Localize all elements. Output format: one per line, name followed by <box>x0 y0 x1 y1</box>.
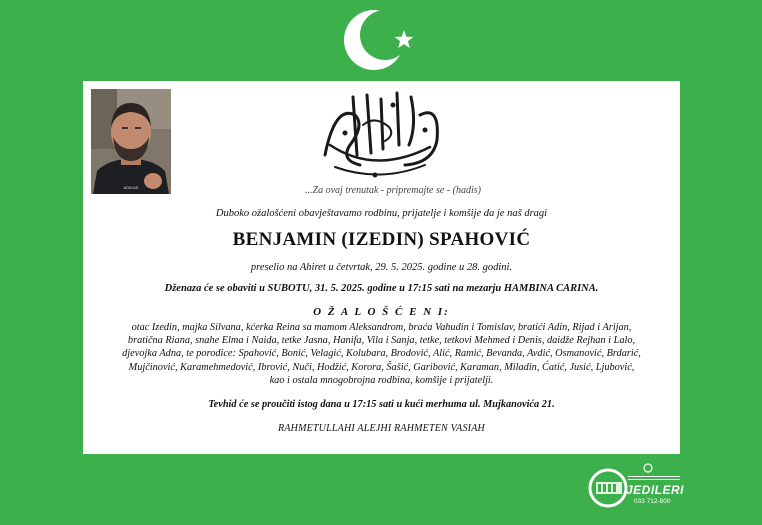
mourners-line: otac Izedin, majka Silvana, kćerka Reina sa mamom Aleksandrom, braća Vahudin i Tomislav, bratići Adin, Rijad i Arijan, <box>131 322 632 333</box>
mourners-line: Mujčinović, Karamehmedović, Ibrović, Nuči, Hodžić, Korora, Šašić, Garibović, Karaman, Miladin, Ćatić, Jusić, Ljubović, <box>128 361 635 373</box>
passing-date-text: preselio na Ahiret u četvrtak, 29. 5. 2025. godine u 28. godini. <box>250 262 513 273</box>
crescent-star-icon <box>344 6 420 74</box>
svg-text:ADIDAS: ADIDAS <box>123 185 139 190</box>
mourners-line: bratična Riana, snahe Elma i Naida, tetke Jasna, Hanifa, Vila i Sanja, tetke, tetkovi Mehmed i Denis, daidže Rejhan i Lalo, <box>127 335 636 347</box>
funeral-info: Dženaza će se obaviti u SUBOTU, 31. 5. 2025. godine u 17:15 sati na mezarju HAMBINA CARINA. <box>164 283 599 294</box>
mourners-line: djevojka Adna, te porodice: Spahović, Bonić, Velagić, Kolubara, Brodović, Alić, Ramić, Bevanda, Avdić, Osmanović, Brdarić, <box>122 348 641 360</box>
tevhid-info: Tevhid će se proučiti istog dana u 17:15 sati u kući merhuma ul. Mujkanovića 21. <box>208 399 555 410</box>
closing-prayer: RAHMETULLAHI ALEJHI RAHMETEN VASIAH <box>278 423 485 434</box>
mourners-list <box>85 321 678 387</box>
obituary-card <box>83 81 680 454</box>
hadith-quote: ...Za ovaj trenutak - pripremajte se - (hadis) <box>305 185 481 196</box>
deceased-name: BENJAMIN (IZEDIN) SPAHOVIĆ <box>232 229 531 250</box>
arabic-calligraphy-icon <box>305 85 455 187</box>
intro-text: Duboko ožalošćeni obavještavamo rodbinu, prijatelje i komšije da je naš dragi <box>215 208 548 219</box>
mourners-title: O Ž A L O Š Ć E N I: <box>313 306 450 318</box>
logo-phone: 033 712-800 <box>634 498 671 505</box>
portrait-photo <box>91 89 171 194</box>
logo-name: JEDILERI <box>626 483 685 497</box>
mourners-line: kao i ostala mnogobrojna rodbina, komšije i prijatelji. <box>269 374 494 386</box>
